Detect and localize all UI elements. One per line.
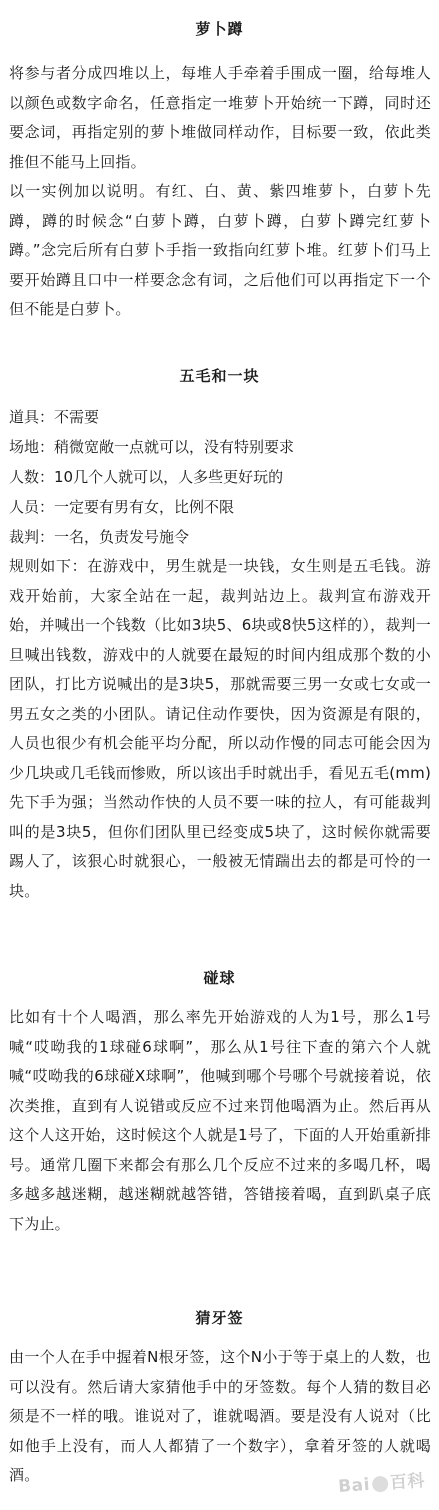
section-body xyxy=(0,402,439,906)
section-title: 萝卜蹲 xyxy=(195,20,244,38)
watermark-text-left: Bai xyxy=(337,1474,371,1497)
section-body xyxy=(0,1003,439,1239)
rule-line-props: 道具：不需要 xyxy=(9,408,100,426)
paragraph: 将参与者分成四堆以上，每堆人手牵着手围成一圈，给每堆人以颜色或数字命名，任意指定一堆萝卜开始统一下蹲，同时还要念词，再指定别的萝卜堆做同样动作，目标要一致，依此类推但不能马上回指。 xyxy=(9,64,431,171)
paragraph: 由一个人在手中握着N根牙签，这个N小于等于桌上的人数，也可以没有。然后请大家猜他手中的牙签数。每个人猜的数目必须是不一样的哦。谁说对了，谁就喝酒。要是没有人说对（比如他手上没有，而人人都猜了一个数字），拿着牙签的人就喝酒。 xyxy=(9,1348,431,1484)
section-title: 猜牙签 xyxy=(195,1309,244,1327)
baidu-watermark xyxy=(337,1466,425,1497)
section-title: 五毛和一块 xyxy=(179,367,260,385)
paragraph: 比如有十个人喝酒，那么率先开始游戏的人为1号，那么1号喊“哎呦我的1球碰6球啊”，那么从1号往下查的第六个人就喊“哎呦我的6球碰X球啊”，他喊到哪个号哪个号就接着说，依次类推，直到有人说错或反应不过来罚他喝酒为止。然后再从这个人这开始，这时候这个人就是1号了，下面的人开始重新排号。通常几圈下来都会有那么几个反应不过来的多喝几杯，喝多越多越迷糊，越迷糊就越答错，答错接着喝，直到趴桌子底下为止。 xyxy=(9,1008,431,1233)
rule-line-members: 人员：一定要有男有女，比例不限 xyxy=(9,498,235,516)
section-body xyxy=(0,59,439,325)
section-body xyxy=(0,1343,439,1494)
paragraph: 规则如下：在游戏中，男生就是一块钱，女生则是五毛钱。游戏开始前，大家全站在一起，裁判站边上。裁判宣布游戏开始，并喊出一个钱数（比如3块5、6块或8快5这样的），裁判一旦喊出钱数，游戏中的人就要在最短的时间内组成那个数的小团队，打比方说喊出的是3块5，那就需要三男一女或七女或一男五女之类的小团队。请记住动作要快，因为资源是有限的，人员也很少有机会能平均分配，所以动作慢的同志可能会因为少几块或几毛钱而惨败，所以该出手时就出手，看见五毛(mm)先下手为强；当然动作快的人员不要一味的拉人，有可能裁判叫的是3块5，但你们团队里已经变成5块了，这时候你就需要踢人了，该狠心时就狠心，一般被无情踹出去的都是可怜的一块。 xyxy=(9,557,431,900)
baidu-paw-icon xyxy=(372,1476,389,1493)
paragraph: 以一实例加以说明。有红、白、黄、紫四堆萝卜，白萝卜先蹲，蹲的时候念“白萝卜蹲，白萝卜蹲，白萝卜蹲完红萝卜蹲。”念完后所有白萝卜手指一致指向红萝卜堆。红萝卜们马上要开始蹲且口中一样要念念有词，之后他们可以再指定下一个但不能是白萝卜。 xyxy=(9,182,431,318)
rule-line-referee: 裁判：一名，负责发号施令 xyxy=(9,528,190,546)
rule-line-count: 人数：10几个人就可以，人多些更好玩的 xyxy=(9,468,284,486)
rule-line-venue: 场地：稍微宽敞一点就可以，没有特别要求 xyxy=(9,438,295,456)
watermark-text-right: 百科 xyxy=(389,1470,426,1494)
section-title: 碰球 xyxy=(203,969,236,987)
